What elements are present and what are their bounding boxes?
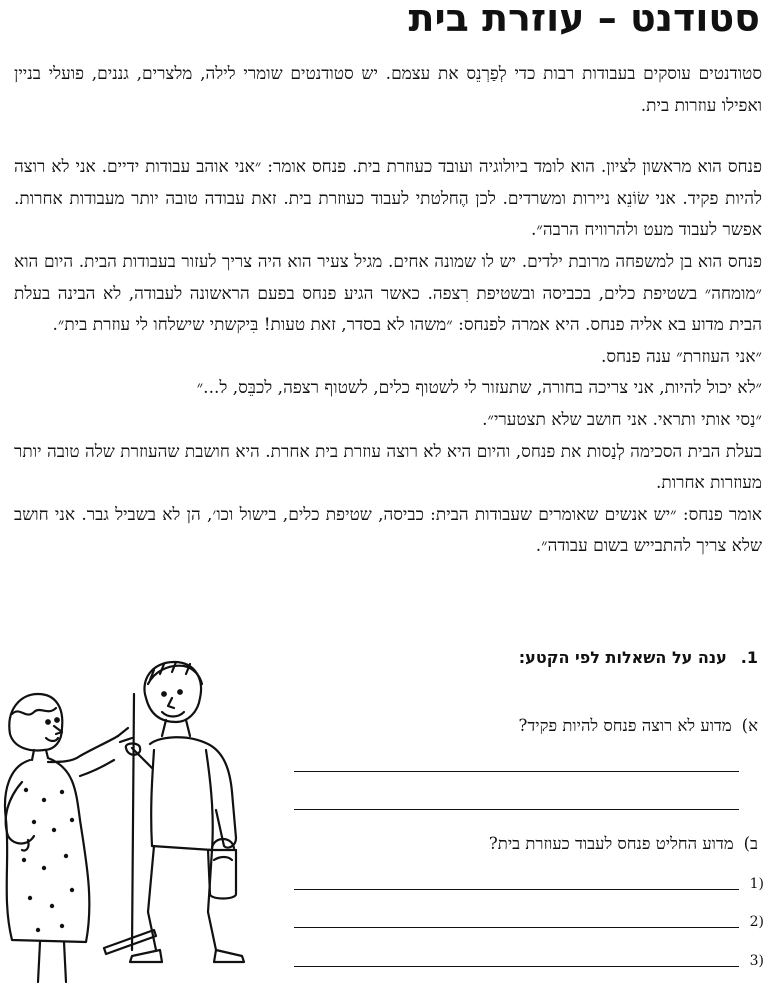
answer-line-2[interactable] <box>294 927 739 928</box>
paragraph-quote: אומר פנחס: ״יש אנשים שאומרים שעבודות הבית: כביסה, שטיפת כלים, בישול וכו׳, הן לא בשביל גבר. אני חושב שלא צריך להתבייש בשום עבודה״. <box>14 504 762 557</box>
question-a-text: מדוע לא רוצה פנחס להיות פקיד? <box>518 716 732 735</box>
cleaning-people-illustration <box>0 650 250 989</box>
paragraph-family: פנחס הוא בן למשפחה מרובת ילדים. יש לו שמונה אחים. מגיל צעיר הוא היה צריך לעזור בעבודות הבית. היום הוא ״מומחה״ בשטיפת כלים, בכביסה ובשטיפת רִצפה. כאשר הגיע פנחס בפעם הראשונה לעבודה, לא הבינה בעלת הבית מדוע בא אליה פנחס. היא אמרה לפנחס: ״משהו לא בסדר, זאת טעות! בִּיקשתי שישלחו לי עוזרת בית״. <box>14 251 762 336</box>
answer-line-3[interactable] <box>294 966 739 967</box>
answer-line[interactable] <box>294 771 739 772</box>
dialogue-line: ״לא יכול להיות, אני צריכה בחורה, שתעזור לי לשטוף כלים, לשטוף רצפה, לכבֵּס, ל...״ <box>196 378 762 399</box>
answer-line-1[interactable] <box>294 889 739 890</box>
dialogue-line: ״נַסי אותי ותראי. אני חושב שלא תצטערי״. <box>482 409 762 430</box>
answer-number-3: (3 <box>749 953 764 969</box>
article-text <box>14 59 762 563</box>
exercise-instruction: ענה על השאלות לפי הקטע: <box>518 648 727 667</box>
page-title: סטודנט – עוזרת בית <box>408 0 760 40</box>
question-b-letter: ב) <box>743 834 758 853</box>
man-figure <box>104 662 244 962</box>
answer-line[interactable] <box>294 809 739 810</box>
question-b <box>489 834 758 854</box>
question-a <box>519 716 759 736</box>
paragraph-agreement: בעלת הבית הסכימה לְנַסות את פנחס, והיום היא לא רוצה עוזרת בית אחרת. היא חושבת שהעוזרת שלה טובה יותר מעוזרות אחרות. <box>14 441 762 494</box>
paragraph-pinchas: פנחס הוא מראשון לציון. הוא לומד ביולוגיה ועובד כעוזרת בית. פנחס אומר: ״אני אוהב עבודות ידיים. אני לא רוצה להיות פקיד. אני שׂוֹנֵא ניירות ומשרדים. לכן הֶחלטתי לעבוד כעוזרת בית. זאת עבודה טובה יותר מעבודות אחרות. אפשר לעבוד מעט ולהרוויח הרבה״. <box>14 157 762 241</box>
exercise-header <box>519 648 758 667</box>
woman-figure <box>5 694 132 982</box>
exercise-number: 1. <box>740 648 758 667</box>
question-a-letter: א) <box>741 716 758 735</box>
question-b-text: מדוע החליט פנחס לעבוד כעוזרת בית? <box>488 834 734 853</box>
dialogue-line: ״אני העוזרת״ ענה פנחס. <box>600 346 762 367</box>
answer-number-2: (2 <box>749 914 764 930</box>
answer-number-1: (1 <box>749 876 764 892</box>
paragraph-intro: סטודנטים עוסקים בעבודות רבות כדי לְפַרְנֵס את עצמם. יש סטודנטים שומרי לילה, מלצרים, גננים, פועלי בניין ואפילו עוזרות בית. <box>14 64 762 116</box>
